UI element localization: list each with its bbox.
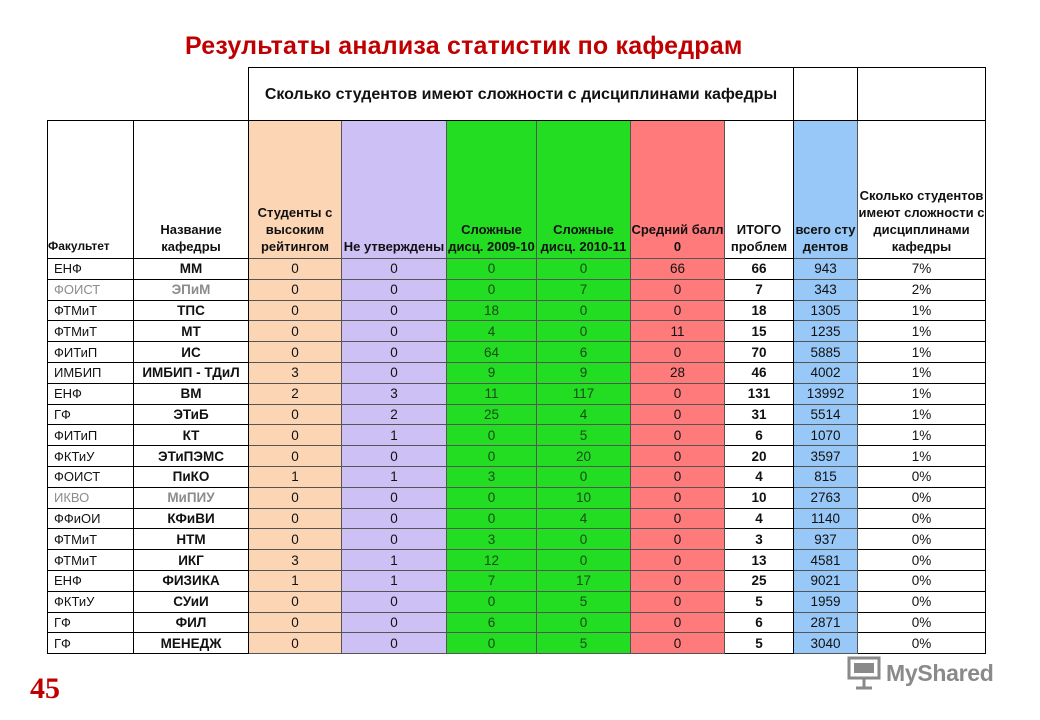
header-difficult-2010-11: Сложные дисц. 2010-11	[537, 121, 631, 259]
average-zero-cell: 0	[631, 633, 725, 654]
high-rating-cell: 1	[249, 570, 342, 591]
header-row	[48, 121, 986, 259]
total-students-cell: 5514	[794, 404, 858, 425]
faculty-cell: ФФиОИ	[48, 508, 134, 529]
not-approved-cell: 0	[342, 446, 447, 467]
share-cell: 0%	[858, 570, 986, 591]
difficult-2009-10-cell: 7	[447, 570, 537, 591]
faculty-cell: ЕНФ	[48, 259, 134, 280]
faculty-cell: ФИТиП	[48, 425, 134, 446]
difficult-2010-11-cell: 17	[537, 570, 631, 591]
total-problems-cell: 13	[725, 550, 794, 571]
table-row	[48, 570, 986, 591]
department-cell: СУиИ	[134, 591, 249, 612]
high-rating-cell: 0	[249, 612, 342, 633]
total-students-cell: 1140	[794, 508, 858, 529]
header-department: Название кафедры	[134, 121, 249, 259]
difficult-2010-11-cell: 5	[537, 591, 631, 612]
faculty-cell: ИКВО	[48, 487, 134, 508]
not-approved-cell: 0	[342, 612, 447, 633]
total-students-cell: 5885	[794, 342, 858, 363]
page-title: Результаты анализа статистик по кафедрам	[185, 32, 743, 60]
high-rating-cell: 0	[249, 279, 342, 300]
faculty-cell: ФТМиТ	[48, 300, 134, 321]
difficult-2010-11-cell: 4	[537, 404, 631, 425]
difficult-2010-11-cell: 5	[537, 425, 631, 446]
table-row	[48, 321, 986, 342]
logo	[846, 656, 994, 690]
average-zero-cell: 0	[631, 404, 725, 425]
total-problems-cell: 10	[725, 487, 794, 508]
not-approved-cell: 1	[342, 425, 447, 446]
share-cell: 0%	[858, 466, 986, 487]
header-total-students: всего студентов	[794, 121, 858, 259]
header-average-zero: Средний балл 0	[631, 121, 725, 259]
difficult-2009-10-cell: 6	[447, 612, 537, 633]
faculty-cell: ФОИСТ	[48, 466, 134, 487]
average-zero-cell: 0	[631, 279, 725, 300]
total-students-cell: 2871	[794, 612, 858, 633]
not-approved-cell: 0	[342, 633, 447, 654]
total-problems-cell: 6	[725, 612, 794, 633]
difficult-2009-10-cell: 0	[447, 591, 537, 612]
table-row	[48, 529, 986, 550]
high-rating-cell: 0	[249, 404, 342, 425]
faculty-cell: ФКТиУ	[48, 446, 134, 467]
total-problems-cell: 131	[725, 383, 794, 404]
share-cell: 0%	[858, 508, 986, 529]
total-problems-cell: 20	[725, 446, 794, 467]
share-cell: 2%	[858, 279, 986, 300]
share-cell: 1%	[858, 362, 986, 383]
faculty-cell: ФТМиТ	[48, 321, 134, 342]
table-row	[48, 550, 986, 571]
average-zero-cell: 0	[631, 612, 725, 633]
total-students-cell: 343	[794, 279, 858, 300]
high-rating-cell: 0	[249, 446, 342, 467]
average-zero-cell: 66	[631, 259, 725, 280]
share-cell: 1%	[858, 342, 986, 363]
share-cell: 1%	[858, 404, 986, 425]
share-cell: 1%	[858, 300, 986, 321]
average-zero-cell: 0	[631, 342, 725, 363]
high-rating-cell: 0	[249, 259, 342, 280]
not-approved-cell: 1	[342, 466, 447, 487]
high-rating-cell: 0	[249, 591, 342, 612]
difficult-2009-10-cell: 3	[447, 466, 537, 487]
average-zero-cell: 0	[631, 487, 725, 508]
blank-cell	[858, 68, 986, 121]
department-cell: ФИЗИКА	[134, 570, 249, 591]
header-difficult-2009-10: Сложные дисц. 2009-10	[447, 121, 537, 259]
share-cell: 0%	[858, 550, 986, 571]
average-zero-cell: 0	[631, 300, 725, 321]
table-row	[48, 342, 986, 363]
total-problems-cell: 70	[725, 342, 794, 363]
average-zero-cell: 0	[631, 466, 725, 487]
table-row	[48, 300, 986, 321]
total-problems-cell: 46	[725, 362, 794, 383]
department-cell: МТ	[134, 321, 249, 342]
difficult-2010-11-cell: 6	[537, 342, 631, 363]
department-cell: НТМ	[134, 529, 249, 550]
department-cell: ЭТиПЭМС	[134, 446, 249, 467]
total-students-cell: 1070	[794, 425, 858, 446]
faculty-cell: ГФ	[48, 633, 134, 654]
difficult-2010-11-cell: 0	[537, 550, 631, 571]
not-approved-cell: 0	[342, 529, 447, 550]
share-cell: 0%	[858, 633, 986, 654]
header-share-with-difficulties: Сколько студентов имеют сложности с дисциплинами кафедры	[858, 121, 986, 259]
total-students-cell: 3597	[794, 446, 858, 467]
presentation-board-icon	[846, 656, 882, 690]
total-students-cell: 4002	[794, 362, 858, 383]
share-cell: 0%	[858, 591, 986, 612]
high-rating-cell: 2	[249, 383, 342, 404]
total-students-cell: 1305	[794, 300, 858, 321]
header-top-row	[48, 68, 986, 121]
blank-cell	[48, 68, 249, 121]
difficult-2010-11-cell: 9	[537, 362, 631, 383]
total-problems-cell: 5	[725, 633, 794, 654]
difficult-2009-10-cell: 3	[447, 529, 537, 550]
average-zero-cell: 0	[631, 446, 725, 467]
table-row	[48, 633, 986, 654]
not-approved-cell: 1	[342, 550, 447, 571]
share-cell: 0%	[858, 612, 986, 633]
faculty-cell: ФИТиП	[48, 342, 134, 363]
high-rating-cell: 3	[249, 362, 342, 383]
total-students-cell: 1235	[794, 321, 858, 342]
not-approved-cell: 0	[342, 279, 447, 300]
share-cell: 1%	[858, 321, 986, 342]
total-problems-cell: 3	[725, 529, 794, 550]
department-cell: МиПИУ	[134, 487, 249, 508]
high-rating-cell: 0	[249, 633, 342, 654]
average-zero-cell: 0	[631, 425, 725, 446]
total-students-cell: 4581	[794, 550, 858, 571]
department-cell: ИМБИП - ТДиЛ	[134, 362, 249, 383]
difficult-2009-10-cell: 25	[447, 404, 537, 425]
difficult-2010-11-cell: 0	[537, 321, 631, 342]
share-cell: 0%	[858, 487, 986, 508]
total-students-cell: 9021	[794, 570, 858, 591]
difficult-2009-10-cell: 0	[447, 487, 537, 508]
high-rating-cell: 0	[249, 342, 342, 363]
total-students-cell: 943	[794, 259, 858, 280]
average-zero-cell: 0	[631, 591, 725, 612]
average-zero-cell: 0	[631, 570, 725, 591]
not-approved-cell: 0	[342, 487, 447, 508]
total-problems-cell: 7	[725, 279, 794, 300]
share-cell: 1%	[858, 446, 986, 467]
high-rating-cell: 0	[249, 321, 342, 342]
table-row	[48, 446, 986, 467]
share-cell: 1%	[858, 383, 986, 404]
average-zero-cell: 11	[631, 321, 725, 342]
difficult-2009-10-cell: 18	[447, 300, 537, 321]
high-rating-cell: 0	[249, 529, 342, 550]
average-zero-cell: 0	[631, 508, 725, 529]
total-problems-cell: 4	[725, 466, 794, 487]
total-problems-cell: 25	[725, 570, 794, 591]
not-approved-cell: 3	[342, 383, 447, 404]
difficult-2010-11-cell: 0	[537, 466, 631, 487]
department-cell: КФиВИ	[134, 508, 249, 529]
high-rating-cell: 0	[249, 425, 342, 446]
table-row	[48, 259, 986, 280]
not-approved-cell: 2	[342, 404, 447, 425]
department-cell: МЕНЕДЖ	[134, 633, 249, 654]
difficult-2009-10-cell: 4	[447, 321, 537, 342]
faculty-cell: ФТМиТ	[48, 529, 134, 550]
difficult-2010-11-cell: 0	[537, 300, 631, 321]
total-problems-cell: 66	[725, 259, 794, 280]
difficult-2010-11-cell: 7	[537, 279, 631, 300]
table-row	[48, 279, 986, 300]
total-students-cell: 937	[794, 529, 858, 550]
header-high-rating: Студенты с высоким рейтингом	[249, 121, 342, 259]
high-rating-cell: 0	[249, 508, 342, 529]
faculty-cell: ИМБИП	[48, 362, 134, 383]
faculty-cell: ФКТиУ	[48, 591, 134, 612]
difficult-2009-10-cell: 0	[447, 259, 537, 280]
table-row	[48, 383, 986, 404]
department-cell: ИКГ	[134, 550, 249, 571]
not-approved-cell: 1	[342, 570, 447, 591]
department-cell: ФИЛ	[134, 612, 249, 633]
table-row	[48, 425, 986, 446]
table-row	[48, 612, 986, 633]
difficult-2010-11-cell: 10	[537, 487, 631, 508]
difficult-2009-10-cell: 12	[447, 550, 537, 571]
difficult-2010-11-cell: 5	[537, 633, 631, 654]
department-cell: ММ	[134, 259, 249, 280]
difficult-2009-10-cell: 0	[447, 279, 537, 300]
table-row	[48, 591, 986, 612]
total-problems-cell: 6	[725, 425, 794, 446]
total-problems-cell: 5	[725, 591, 794, 612]
average-zero-cell: 0	[631, 529, 725, 550]
high-rating-cell: 1	[249, 466, 342, 487]
faculty-cell: ФТМиТ	[48, 550, 134, 571]
difficult-2009-10-cell: 11	[447, 383, 537, 404]
total-students-cell: 1959	[794, 591, 858, 612]
not-approved-cell: 0	[342, 259, 447, 280]
share-cell: 7%	[858, 259, 986, 280]
share-cell: 1%	[858, 425, 986, 446]
department-cell: КТ	[134, 425, 249, 446]
faculty-cell: ЕНФ	[48, 570, 134, 591]
difficult-2010-11-cell: 20	[537, 446, 631, 467]
difficult-2010-11-cell: 0	[537, 259, 631, 280]
difficult-2010-11-cell: 4	[537, 508, 631, 529]
difficult-2009-10-cell: 0	[447, 508, 537, 529]
average-zero-cell: 0	[631, 383, 725, 404]
department-cell: ИС	[134, 342, 249, 363]
difficult-2010-11-cell: 0	[537, 612, 631, 633]
total-students-cell: 815	[794, 466, 858, 487]
table-row	[48, 404, 986, 425]
statistics-table	[47, 67, 986, 654]
department-cell: ЭПиМ	[134, 279, 249, 300]
total-students-cell: 13992	[794, 383, 858, 404]
difficult-2009-10-cell: 64	[447, 342, 537, 363]
page-number: 45	[30, 672, 60, 705]
table-row	[48, 508, 986, 529]
not-approved-cell: 0	[342, 508, 447, 529]
department-cell: ЭТиБ	[134, 404, 249, 425]
high-rating-cell: 0	[249, 487, 342, 508]
total-students-cell: 3040	[794, 633, 858, 654]
group-header: Сколько студентов имеют сложности с дисциплинами кафедры	[249, 68, 794, 121]
table-row	[48, 466, 986, 487]
total-problems-cell: 18	[725, 300, 794, 321]
table-row	[48, 487, 986, 508]
total-problems-cell: 15	[725, 321, 794, 342]
not-approved-cell: 0	[342, 591, 447, 612]
difficult-2010-11-cell: 117	[537, 383, 631, 404]
share-cell: 0%	[858, 529, 986, 550]
not-approved-cell: 0	[342, 342, 447, 363]
not-approved-cell: 0	[342, 300, 447, 321]
faculty-cell: ЕНФ	[48, 383, 134, 404]
high-rating-cell: 0	[249, 300, 342, 321]
not-approved-cell: 0	[342, 321, 447, 342]
average-zero-cell: 0	[631, 550, 725, 571]
header-not-approved: Не утверждены	[342, 121, 447, 259]
difficult-2009-10-cell: 9	[447, 362, 537, 383]
faculty-cell: ГФ	[48, 404, 134, 425]
difficult-2010-11-cell: 0	[537, 529, 631, 550]
total-students-cell: 2763	[794, 487, 858, 508]
department-cell: ТПС	[134, 300, 249, 321]
high-rating-cell: 3	[249, 550, 342, 571]
average-zero-cell: 28	[631, 362, 725, 383]
difficult-2009-10-cell: 0	[447, 633, 537, 654]
department-cell: ПиКО	[134, 466, 249, 487]
blank-cell	[794, 68, 858, 121]
total-problems-cell: 4	[725, 508, 794, 529]
difficult-2009-10-cell: 0	[447, 425, 537, 446]
header-faculty: Факультет	[48, 121, 134, 259]
table-row	[48, 362, 986, 383]
department-cell: ВМ	[134, 383, 249, 404]
total-problems-cell: 31	[725, 404, 794, 425]
faculty-cell: ФОИСТ	[48, 279, 134, 300]
faculty-cell: ГФ	[48, 612, 134, 633]
not-approved-cell: 0	[342, 362, 447, 383]
difficult-2009-10-cell: 0	[447, 446, 537, 467]
logo-text: MyShared	[886, 659, 994, 686]
header-total-problems: ИТОГО проблем	[725, 121, 794, 259]
